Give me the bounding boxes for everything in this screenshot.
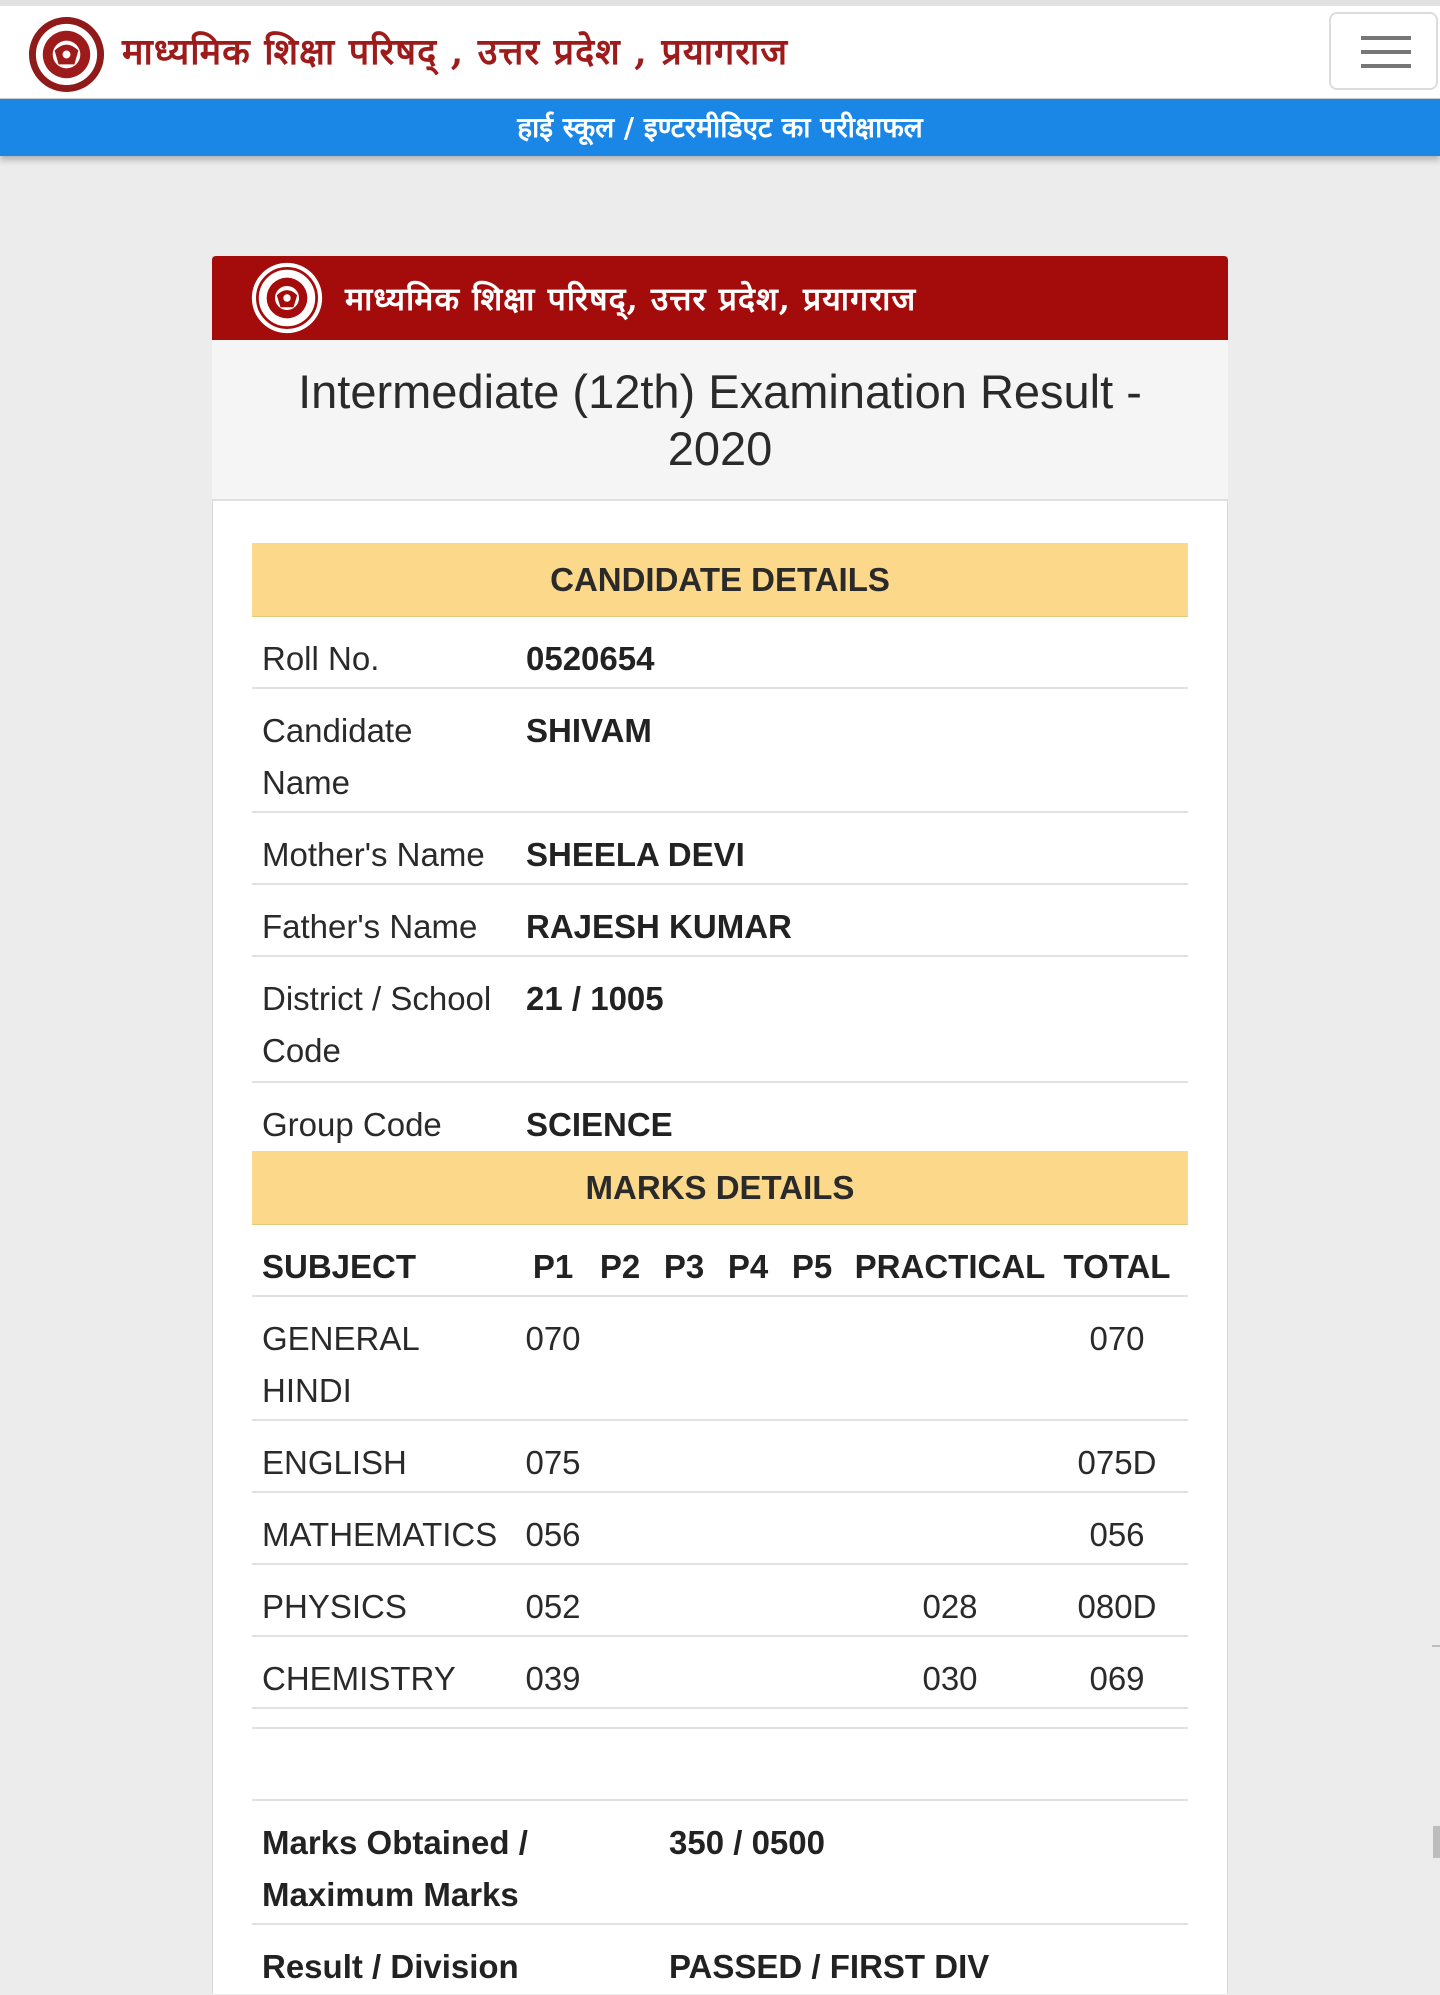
card-header	[212, 256, 1228, 340]
result-card	[212, 256, 1228, 1994]
candidate-details-heading: CANDIDATE DETAILS	[252, 543, 1188, 617]
table-row	[252, 1297, 1188, 1421]
candidate-name-value: SHIVAM	[526, 712, 652, 749]
card-header-title: माध्यमिक शिक्षा परिषद्, उत्तर प्रदेश, प्रयागराज	[345, 280, 917, 318]
practical-header: PRACTICAL	[854, 1248, 1046, 1285]
p5-header: P5	[791, 1248, 833, 1285]
p1-cell: 056	[525, 1516, 581, 1553]
p2-header: P2	[599, 1248, 641, 1285]
practical-cell: 028	[922, 1588, 978, 1625]
detail-row-mother	[252, 813, 1188, 885]
menu-line	[1361, 50, 1411, 54]
subject-cell: PHYSICS	[262, 1588, 407, 1625]
candidate-name-label: Candidate Name	[262, 712, 413, 801]
scrollbar-thumb[interactable]	[1433, 1826, 1440, 1858]
detail-row-name	[252, 689, 1188, 813]
roll-label: Roll No.	[262, 640, 380, 677]
detail-row-district	[252, 957, 1188, 1083]
p1-cell: 039	[525, 1660, 581, 1697]
top-navbar	[0, 0, 1440, 99]
subject-cell: MATHEMATICS	[262, 1516, 498, 1553]
father-name-value: RAJESH KUMAR	[526, 908, 792, 945]
table-spacer-row	[252, 1709, 1188, 1729]
total-cell: 069	[1089, 1660, 1145, 1697]
total-cell: 056	[1089, 1516, 1145, 1553]
subject-header: SUBJECT	[262, 1248, 417, 1285]
result-division-row	[252, 1925, 1188, 1995]
marks-obtained-value: 350 / 0500	[669, 1824, 825, 1861]
board-emblem-icon	[250, 261, 324, 335]
detail-row-father	[252, 885, 1188, 957]
marks-obtained-row	[252, 1801, 1188, 1925]
mother-name-value: SHEELA DEVI	[526, 836, 745, 873]
total-cell: 075D	[1077, 1444, 1157, 1481]
detail-row-group	[252, 1083, 1188, 1151]
father-name-label: Father's Name	[262, 908, 478, 945]
practical-cell: 030	[922, 1660, 978, 1697]
subject-cell: CHEMISTRY	[262, 1660, 456, 1697]
p3-header: P3	[663, 1248, 705, 1285]
subject-cell: ENGLISH	[262, 1444, 407, 1481]
total-cell: 070	[1089, 1320, 1145, 1357]
table-row	[252, 1421, 1188, 1493]
result-banner: हाई स्कूल / इण्टरमीडिएट का परीक्षाफल	[0, 99, 1440, 156]
total-cell: 080D	[1077, 1588, 1157, 1625]
menu-line	[1361, 36, 1411, 40]
subject-cell: GENERAL HINDI	[262, 1320, 419, 1409]
total-header: TOTAL	[1063, 1248, 1171, 1285]
district-school-value: 21 / 1005	[526, 980, 664, 1017]
group-code-value: SCIENCE	[526, 1106, 673, 1143]
result-division-label: Result / Division	[262, 1948, 519, 1985]
empty-row	[252, 1729, 1188, 1801]
table-row	[252, 1565, 1188, 1637]
marks-details-heading: MARKS DETAILS	[252, 1151, 1188, 1225]
result-division-value: PASSED / FIRST DIV	[669, 1948, 990, 1985]
mother-name-label: Mother's Name	[262, 836, 485, 873]
roll-value: 0520654	[526, 640, 655, 677]
menu-line	[1361, 64, 1411, 68]
district-school-label: District / School Code	[262, 980, 492, 1069]
exam-title-area	[212, 340, 1228, 501]
table-row	[252, 1637, 1188, 1709]
p4-header: P4	[727, 1248, 769, 1285]
board-emblem-logo[interactable]	[27, 15, 106, 94]
group-code-label: Group Code	[262, 1106, 442, 1143]
site-title: माध्यमिक शिक्षा परिषद् , उत्तर प्रदेश , प्रयागराज	[122, 31, 789, 73]
exam-title: Intermediate (12th) Examination Result - 2020	[298, 364, 1142, 475]
p1-header: P1	[532, 1248, 574, 1285]
detail-row-roll	[252, 617, 1188, 689]
p1-cell: 052	[525, 1588, 581, 1625]
marks-obtained-label: Marks Obtained / Maximum Marks	[262, 1824, 528, 1913]
marks-header-row	[252, 1225, 1188, 1297]
scrollbar-marker	[1432, 1645, 1440, 1647]
p1-cell: 070	[525, 1320, 581, 1357]
table-row	[252, 1493, 1188, 1565]
p1-cell: 075	[525, 1444, 581, 1481]
hamburger-menu-icon[interactable]	[1329, 12, 1438, 90]
